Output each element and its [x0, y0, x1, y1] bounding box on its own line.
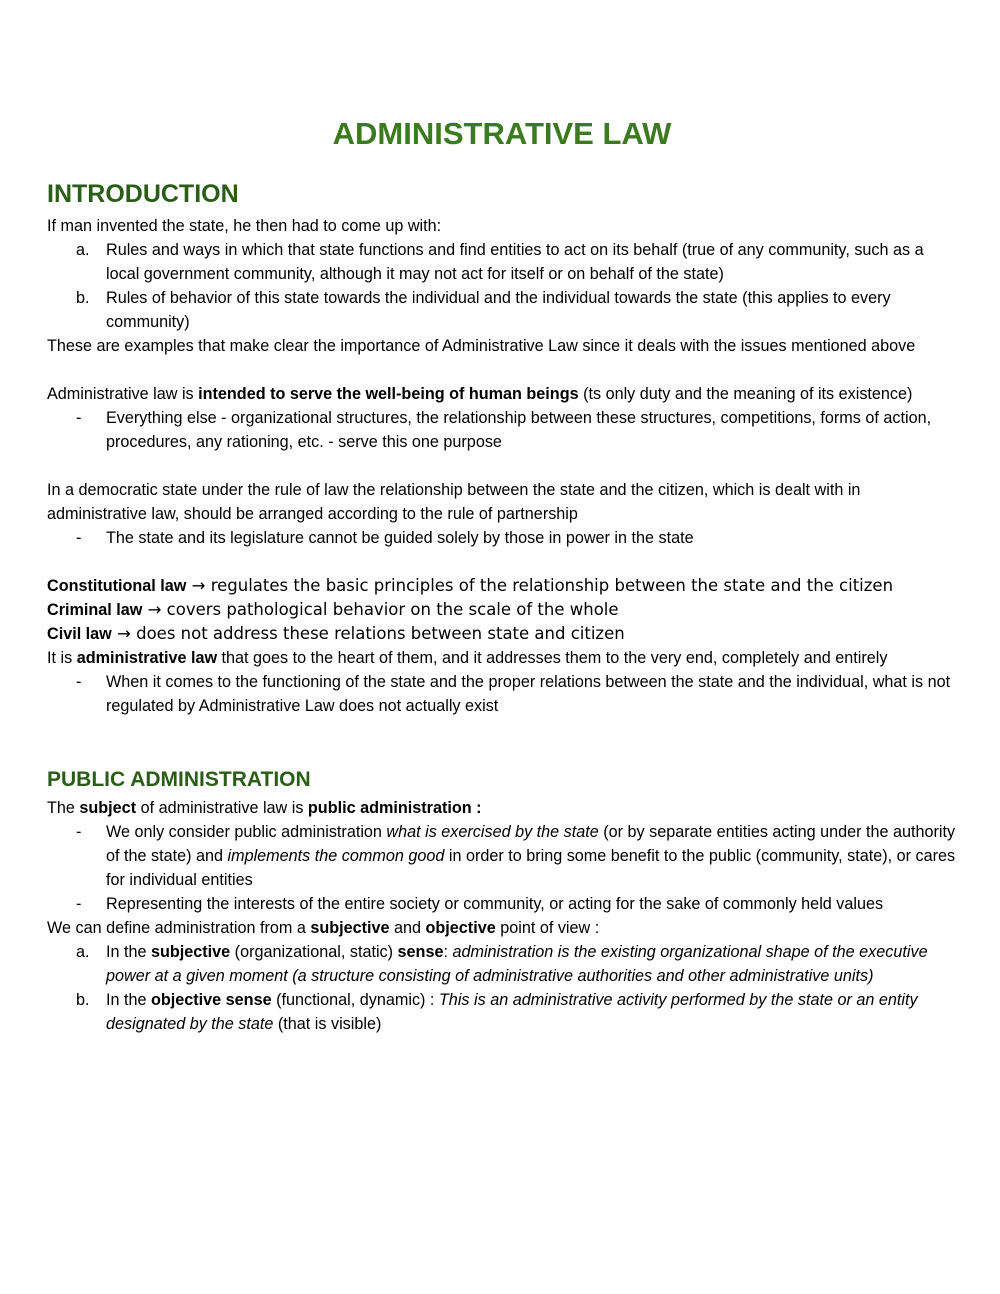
paragraph: [47, 646, 957, 670]
italic-text: what is exercised by the state: [386, 823, 599, 841]
list-item-text: Rules of behavior of this state towards the individual and the individual towards the state (this applies to every community): [106, 289, 891, 331]
text-run: (ts only duty and the meaning of its existence): [578, 385, 913, 403]
list-item: [47, 238, 957, 286]
bold-text: public administration :: [307, 799, 482, 817]
list-item-text: Representing the interests of the entire society or community, or acting for the sake of commonly held values: [106, 895, 884, 913]
list-item-text: Everything else - organizational structures, the relationship between these structures, competitions, forms of action, procedures, any rationing, etc. - serve this one purpose: [106, 409, 932, 451]
spacer: [47, 550, 957, 574]
law-definition: [47, 598, 957, 622]
paragraph: These are examples that make clear the importance of Administrative Law since it deals with the issues mentioned above: [47, 337, 916, 355]
law-description: → regulates the basic principles of the relationship between the state and the citizen: [186, 576, 894, 595]
text-run: (or by separate entities acting under the authority of the state) and: [106, 823, 956, 865]
list-marker: -: [76, 409, 82, 427]
italic-text: This is an administrative activity performed by the state or an entity designated by the state: [106, 991, 918, 1033]
list-item: [47, 406, 957, 454]
document-body: [47, 114, 957, 1036]
list-marker: b.: [76, 991, 90, 1009]
list-item-text: When it comes to the functioning of the state and the proper relations between the state and the individual, what is not regulated by Administrative Law does not actually exist: [106, 673, 951, 715]
list-marker: a.: [76, 943, 90, 961]
spacer: [47, 718, 957, 766]
text-run: that goes to the heart of them, and it addresses them to the very end, completely and entirely: [217, 649, 888, 667]
list-item-text: The state and its legislature cannot be guided solely by those in power in the state: [106, 529, 694, 547]
text-run: in order to bring some benefit to the public (community, state), or cares for individual entities: [106, 847, 956, 889]
list-item: [47, 526, 957, 550]
law-name: Constitutional law: [47, 577, 187, 595]
bold-text: sense: [397, 943, 444, 961]
list-item: [47, 670, 957, 718]
list-marker: -: [76, 529, 82, 547]
text-run: Administrative law is: [47, 385, 199, 403]
bold-text: objective: [425, 919, 496, 937]
document-title: ADMINISTRATIVE LAW: [332, 116, 672, 151]
list-marker: -: [76, 895, 82, 913]
list-marker: b.: [76, 289, 90, 307]
text-run: In the: [106, 991, 151, 1009]
italic-text: administration is the existing organizational shape of the executive power at a given moment (a structure consisting of administrative authorities and other administrative units): [106, 943, 928, 985]
paragraph: [47, 916, 957, 940]
spacer: [47, 358, 957, 382]
text-run: The: [47, 799, 80, 817]
text-run: In the: [106, 943, 151, 961]
law-definition: [47, 574, 957, 598]
list-marker: a.: [76, 241, 90, 259]
heading-introduction: INTRODUCTION: [47, 180, 239, 208]
bold-text: subjective: [151, 943, 231, 961]
spacer: [47, 454, 957, 478]
paragraph: [47, 796, 957, 820]
law-definition: [47, 622, 957, 646]
text-run: It is: [47, 649, 77, 667]
text-run: We can define administration from a: [47, 919, 311, 937]
text-run: :: [443, 943, 453, 961]
list-item: [47, 820, 957, 892]
list-item: [47, 988, 957, 1036]
law-description: → does not address these relations between state and citizen: [111, 624, 625, 643]
list-marker: -: [76, 823, 82, 841]
list-item: [47, 892, 957, 916]
list-item-text: Rules and ways in which that state functions and find entities to act on its behalf (true of any community, such as a local government community, although it may not act for itself or on behalf of the state): [106, 241, 924, 283]
text-run: and: [389, 919, 426, 937]
text-run: (that is visible): [273, 1015, 382, 1033]
list-item: [47, 940, 957, 988]
italic-text: implements the common good: [227, 847, 445, 865]
bold-text: administrative law: [76, 649, 218, 667]
paragraph: [47, 382, 957, 406]
law-description: → covers pathological behavior on the scale of the whole: [142, 600, 619, 619]
bold-text: subjective: [310, 919, 390, 937]
bold-text: subject: [79, 799, 137, 817]
bold-text: intended to serve the well-being of human beings: [198, 385, 579, 403]
text-run: point of view :: [495, 919, 600, 937]
text-run: (organizational, static): [230, 943, 398, 961]
law-name: Criminal law: [47, 601, 143, 619]
law-name: Civil law: [47, 625, 112, 643]
paragraph: If man invented the state, he then had to come up with:: [47, 217, 442, 235]
text-run: We only consider public administration: [106, 823, 387, 841]
bold-text: objective sense: [151, 991, 272, 1009]
text-run: of administrative law is: [136, 799, 308, 817]
text-run: (functional, dynamic) :: [271, 991, 439, 1009]
paragraph: In a democratic state under the rule of law the relationship between the state and the citizen, which is dealt with in administrative law, should be arranged according to the rule of partnership: [47, 481, 861, 523]
list-marker: -: [76, 673, 82, 691]
heading-public-administration: PUBLIC ADMINISTRATION: [47, 768, 311, 791]
list-item: [47, 286, 957, 334]
